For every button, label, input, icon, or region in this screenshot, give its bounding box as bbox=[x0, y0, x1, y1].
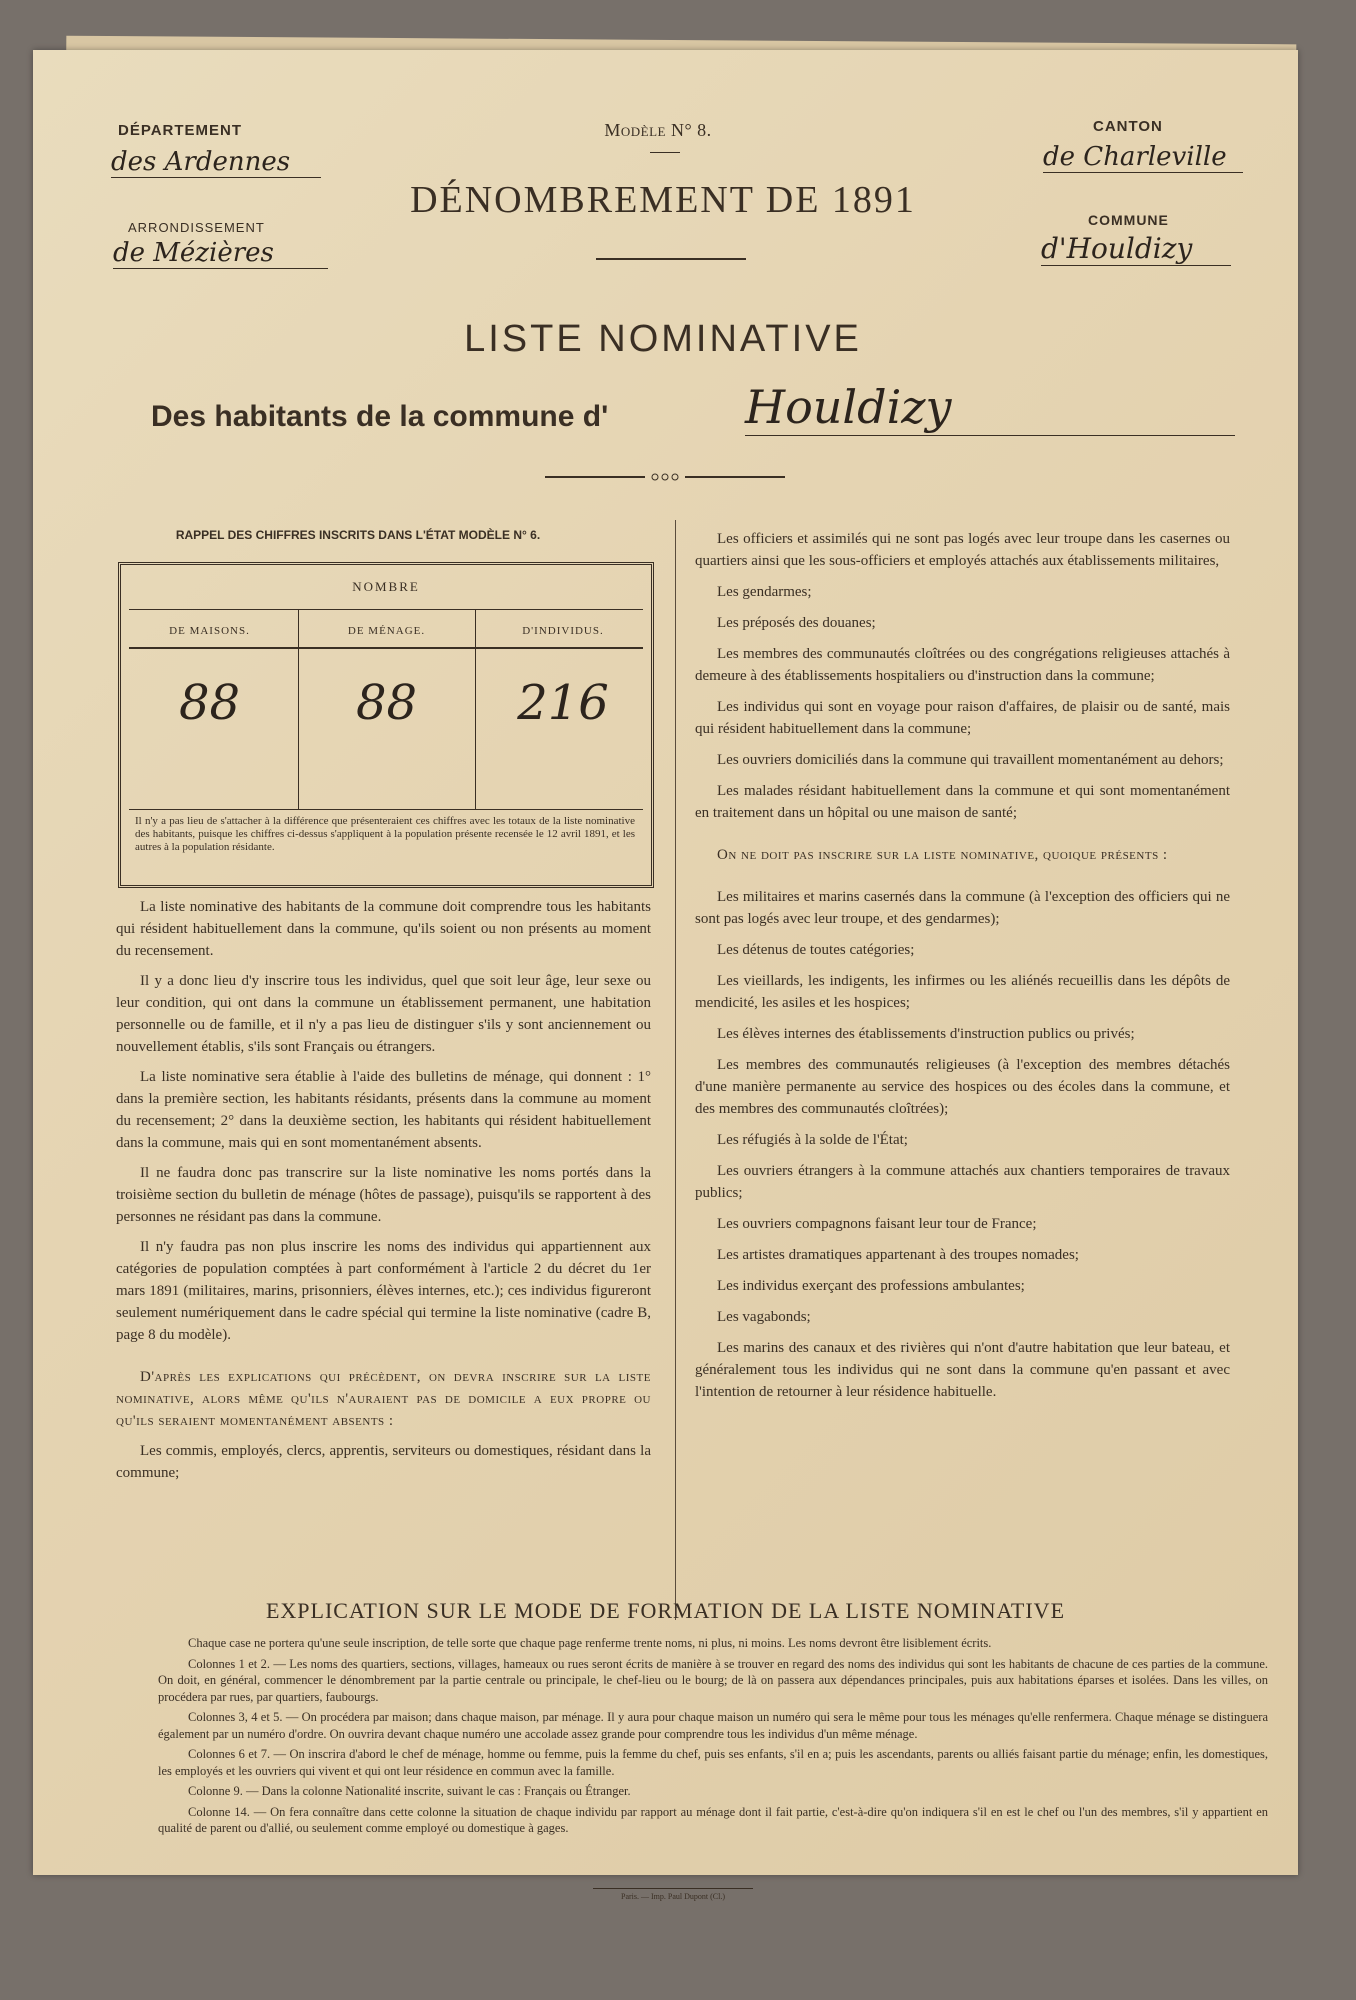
divider bbox=[129, 647, 643, 649]
right-heading: On ne doit pas inscrire sur la liste nominative, quoique présents : bbox=[717, 847, 1168, 863]
left-paragraph: Les commis, employés, clercs, apprentis, serviteurs ou domestiques, résidant dans la commune; bbox=[116, 1443, 651, 1481]
right-item: Les membres des communautés religieuses (à l'exception des membres détachés d'une manière permanente au service des hospices ou des écoles dans la commune, et des membres des communautés cloîtrées); bbox=[695, 1057, 1230, 1117]
right-item: Les gendarmes; bbox=[717, 584, 812, 600]
explication-title: EXPLICATION SUR LE MODE DE FORMATION DE LA LISTE NOMINATIVE bbox=[265, 1598, 1066, 1623]
explication-paragraph: Colonne 14. — On fera connaître dans cette colonne la situation de chaque individu par rapport au ménage dont il fait partie, c'est-à-dire qu'on indiquera s'il en est le chef ou l'un des membres, s'il y appartient en qualité de parent ou d'allié, ou seulement comme employé ou domestique à gages. bbox=[158, 1804, 1268, 1835]
imprint: Paris. — Imp. Paul Dupont (Cl.) bbox=[621, 1892, 725, 1901]
rappel-title: RAPPEL DES CHIFFRES INSCRITS DANS L'ÉTAT MODÈLE N° 6. bbox=[175, 528, 541, 542]
right-item: Les officiers et assimilés qui ne sont pas logés avec leur troupe dans les casernes ou quartiers ainsi que les sous-officiers et employés attachés aux établissements militaires, bbox=[695, 531, 1230, 569]
left-paragraph: La liste nominative sera établie à l'aide des bulletins de ménage, qui donnent : 1° dans la première section, les habitants résidants, présents dans la commune au moment du recensement; 2° dans la deuxième section, les habitants qui résident habituellement dans la commune, mais qui en sont momentanément absents. bbox=[116, 1069, 651, 1151]
document-page bbox=[33, 50, 1298, 1901]
canton-value: de Charleville bbox=[1043, 142, 1243, 173]
value-maisons: 88 bbox=[178, 675, 241, 731]
left-paragraph: Il n'y faudra pas non plus inscrire les noms des individus qui appartiennent aux catégories de population comptées à part conformément à l'article 2 du décret du 1er mars 1891 (militaires, marins, prisonniers, élèves internes, etc.); ces individus figureront seulement numériquement dans le cadre spécial qui termine la liste nominative (cadre B, page 8 du modèle). bbox=[116, 1239, 651, 1343]
departement-label: DÉPARTEMENT bbox=[118, 122, 243, 139]
value-menage: 88 bbox=[355, 675, 418, 731]
divider bbox=[650, 152, 680, 153]
right-item: Les vagabonds; bbox=[717, 1309, 811, 1325]
habitants-line: Des habitants de la commune d' bbox=[151, 400, 609, 433]
right-item: Les malades résidant habituellement dans la commune et qui sont momentanément en traitement dans un hôpital ou une maison de santé; bbox=[695, 783, 1230, 821]
nombre-heading: NOMBRE bbox=[352, 579, 420, 594]
explication-paragraph: Colonnes 3, 4 et 5. — On procédera par maison; dans chaque maison, par ménage. Il y aura pour chaque maison un numéro qui sera le même pour tous les ménages qu'elle renfermera. Chaque ménage se distinguera également par un numéro d'ordre. On ouvrira devant chaque numéro une accolade assez grande pour comprendre tous les individus d'un même ménage. bbox=[158, 1710, 1268, 1741]
column-separator bbox=[675, 520, 676, 1620]
explication-paragraph: Colonne 9. — Dans la colonne Nationalité inscrite, suivant le cas : Français ou Étranger. bbox=[188, 1784, 631, 1798]
right-item: Les détenus de toutes catégories; bbox=[717, 942, 915, 958]
habitants-value: Houldizy bbox=[745, 380, 952, 434]
right-item: Les artistes dramatiques appartenant à des troupes nomades; bbox=[717, 1247, 1079, 1263]
right-item: Les individus qui sont en voyage pour raison d'affaires, de plaisir ou de santé, mais qui résident habituellement dans la commune; bbox=[695, 699, 1230, 737]
modele-number: Modèle N° 8. bbox=[604, 120, 712, 140]
commune-label: COMMUNE bbox=[1088, 212, 1169, 228]
commune-value: d'Houldizy bbox=[1041, 232, 1231, 266]
subtitle: LISTE NOMINATIVE bbox=[464, 318, 862, 360]
left-paragraph: La liste nominative des habitants de la commune doit comprendre tous les habitants qui résident habituellement dans la commune, qu'ils soient ou non présents au moment du recensement. bbox=[116, 899, 651, 959]
header-maisons: DE MAISONS. bbox=[169, 625, 250, 637]
right-item: Les militaires et marins casernés dans la commune (à l'exception des officiers qui ne sont pas logés avec leur troupe, et des gendarmes); bbox=[695, 889, 1230, 927]
left-paragraph: Il ne faudra donc pas transcrire sur la liste nominative les noms portés dans la troisième section du bulletin de ménage (hôtes de passage), puisqu'ils se rapportent à des personnes ne résidant pas dans la commune. bbox=[116, 1165, 651, 1225]
rappel-table bbox=[118, 562, 654, 888]
right-item: Les ouvriers compagnons faisant leur tour de France; bbox=[717, 1216, 1037, 1232]
right-item: Les réfugiés à la solde de l'État; bbox=[717, 1132, 908, 1148]
divider bbox=[596, 258, 746, 260]
arrondissement-label: ARRONDISSEMENT bbox=[128, 220, 265, 235]
rappel-note: Il n'y a pas lieu de s'attacher à la différence que présenteraient ces chiffres avec les totaux de la liste nominative des habitants, puisque les chiffres ci-dessus s'appliquent à la population présente recensée le 12 avril 1891, et les autres à la population résidante. bbox=[135, 815, 635, 853]
right-item: Les vieillards, les indigents, les infirmes ou les aliénés recueillis dans les dépôts de mendicité, les asiles et les hospices; bbox=[695, 973, 1230, 1011]
divider bbox=[129, 809, 643, 810]
header-individus: D'INDIVIDUS. bbox=[522, 625, 604, 637]
ornament-divider bbox=[545, 470, 785, 484]
divider bbox=[593, 1888, 753, 1889]
left-column bbox=[116, 896, 651, 1492]
arrondissement-value: de Mézières bbox=[113, 238, 328, 269]
departement-value: des Ardennes bbox=[111, 147, 321, 178]
right-item: Les ouvriers domiciliés dans la commune qui travaillent momentanément au dehors; bbox=[717, 752, 1224, 768]
right-item: Les individus exerçant des professions ambulantes; bbox=[717, 1278, 1025, 1294]
right-item: Les élèves internes des établissements d'instruction publics ou privés; bbox=[717, 1026, 1135, 1042]
fill-line bbox=[745, 435, 1235, 436]
left-paragraph: Il y a donc lieu d'y inscrire tous les individus, quel que soit leur âge, leur sexe ou leur condition, qui ont dans la commune un établissement permanent, une habitation personnelle ou de famille, et il n'y a pas lieu de distinguer s'ils y sont anciennement ou nouvellement établis, s'ils sont Français ou étrangers. bbox=[116, 973, 651, 1055]
divider bbox=[129, 609, 643, 610]
explication-paragraph: Colonnes 6 et 7. — On inscrira d'abord le chef de ménage, homme ou femme, puis la femme du chef, puis ses enfants, s'il en a; puis les ascendants, parents ou alliés faisant partie du ménage; enfin, les domestiques, les employés et les ouvriers qui vivent et qui ont leur résidence en commun avec la famille. bbox=[158, 1747, 1268, 1778]
right-item: Les préposés des douanes; bbox=[717, 615, 876, 631]
right-item: Les membres des communautés cloîtrées ou des congrégations religieuses attachés à demeure à des établissements hospitaliers ou d'instruction dans la commune; bbox=[695, 646, 1230, 684]
right-item: Les ouvriers étrangers à la commune attachés aux chantiers temporaires de travaux publics; bbox=[695, 1163, 1230, 1201]
explication-paragraph: Colonnes 1 et 2. — Les noms des quartiers, sections, villages, hameaux ou rues seront écrits de manière à se trouver en regard des noms des individus qui sont les habitants de chacune de ces parties de la commune. On doit, en général, commencer le dénombrement par la partie centrale ou principale, le chef-lieu ou le bourg; de là on passera aux dépendances principales, puis aux habitations éparses et isolées. Dans les villes, on procédera par rues, par quartiers, faubourgs. bbox=[158, 1656, 1268, 1704]
value-individus: 216 bbox=[517, 675, 609, 731]
canton-label: CANTON bbox=[1093, 118, 1163, 135]
header-menage: DE MÉNAGE. bbox=[347, 625, 426, 637]
right-column bbox=[695, 528, 1230, 1412]
explication-paragraph: Chaque case ne portera qu'une seule inscription, de telle sorte que chaque page renferme trente noms, ni plus, ni moins. Les noms devront être lisiblement écrits. bbox=[188, 1636, 992, 1650]
document-title: DÉNOMBREMENT DE 1891 bbox=[410, 179, 916, 221]
left-paragraph: D'après les explications qui précèdent, on devra inscrire sur la liste nominative, alors même qu'ils n'auraient pas de domicile a eux propre ou qu'ils seraient momentanément absents : bbox=[116, 1369, 651, 1429]
explication-body bbox=[158, 1635, 1268, 1841]
right-item: Les marins des canaux et des rivières qui n'ont d'autre habitation que leur bateau, et généralement tous les individus qui ne sont dans la commune qu'en passant et avec l'intention de retourner à leur résidence habituelle. bbox=[695, 1340, 1230, 1400]
